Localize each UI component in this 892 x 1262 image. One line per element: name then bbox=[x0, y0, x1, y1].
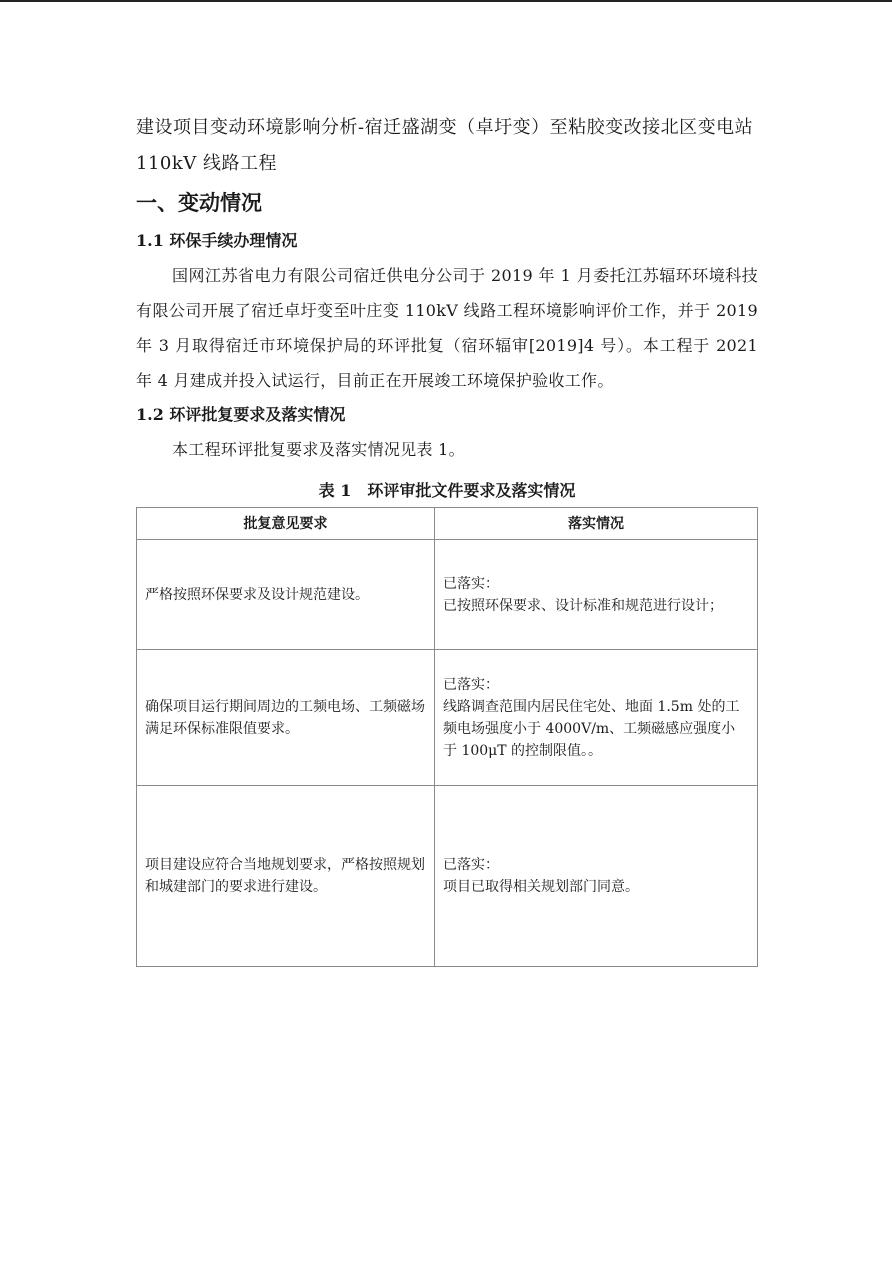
status-cell bbox=[435, 786, 758, 967]
subsection-heading-1-1: 1.1 环保手续办理情况 bbox=[136, 231, 298, 250]
requirement-cell: 项目建设应符合当地规划要求，严格按照规划和城建部门的要求进行建设。 bbox=[137, 786, 435, 967]
requirement-cell: 严格按照环保要求及设计规范建设。 bbox=[137, 540, 435, 650]
subsection-heading-1-2: 1.2 环评批复要求及落实情况 bbox=[136, 405, 346, 424]
table-row bbox=[137, 540, 758, 650]
requirement-cell: 确保项目运行期间周边的工频电场、工频磁场满足环保标准限值要求。 bbox=[137, 650, 435, 786]
section-heading: 一、变动情况 bbox=[136, 190, 262, 215]
table-row bbox=[137, 786, 758, 967]
status-label: 已落实： bbox=[443, 575, 499, 592]
approval-table bbox=[136, 507, 758, 967]
status-detail: 线路调查范围内居民住宅处、地面 1.5m 处的工频电场强度小于 4000V/m、工频磁感应强度小于 100μT 的控制限值。。 bbox=[443, 698, 740, 759]
table-caption: 表 1 环评审批文件要求及落实情况 bbox=[318, 481, 576, 500]
status-cell bbox=[435, 540, 758, 650]
top-border-line bbox=[0, 0, 892, 2]
header-requirement: 批复意见要求 bbox=[137, 508, 435, 540]
table-header-row bbox=[137, 508, 758, 540]
paragraph-procedures: 国网江苏省电力有限公司宿迁供电分公司于 2019 年 1 月委托江苏辐环环境科技有限公司开展了宿迁卓圩变至叶庄变 110kV 线路工程环境影响评价工作，并于 2019 年 3 月取得宿迁市环境保护局的环评批复（宿环辐审[2019]4 号）。本工程于 2021 年 4 月建成并投入试运行，目前正在开展竣工环境保护验收工作。 bbox=[136, 266, 758, 390]
status-detail: 已按照环保要求、设计标准和规范进行设计； bbox=[443, 597, 723, 614]
status-label: 已落实： bbox=[443, 857, 499, 873]
document-title: 建设项目变动环境影响分析-宿迁盛湖变（卓圩变）至粘胶变改接北区变电站110kV 线路工程 bbox=[136, 117, 754, 174]
status-detail: 项目已取得相关规划部门同意。 bbox=[443, 879, 639, 895]
table-row bbox=[137, 650, 758, 786]
document-body bbox=[136, 110, 758, 967]
paragraph-table-intro: 本工程环评批复要求及落实情况见表 1。 bbox=[172, 440, 465, 459]
header-status: 落实情况 bbox=[435, 508, 758, 540]
status-label: 已落实： bbox=[443, 676, 499, 693]
status-cell bbox=[435, 650, 758, 786]
